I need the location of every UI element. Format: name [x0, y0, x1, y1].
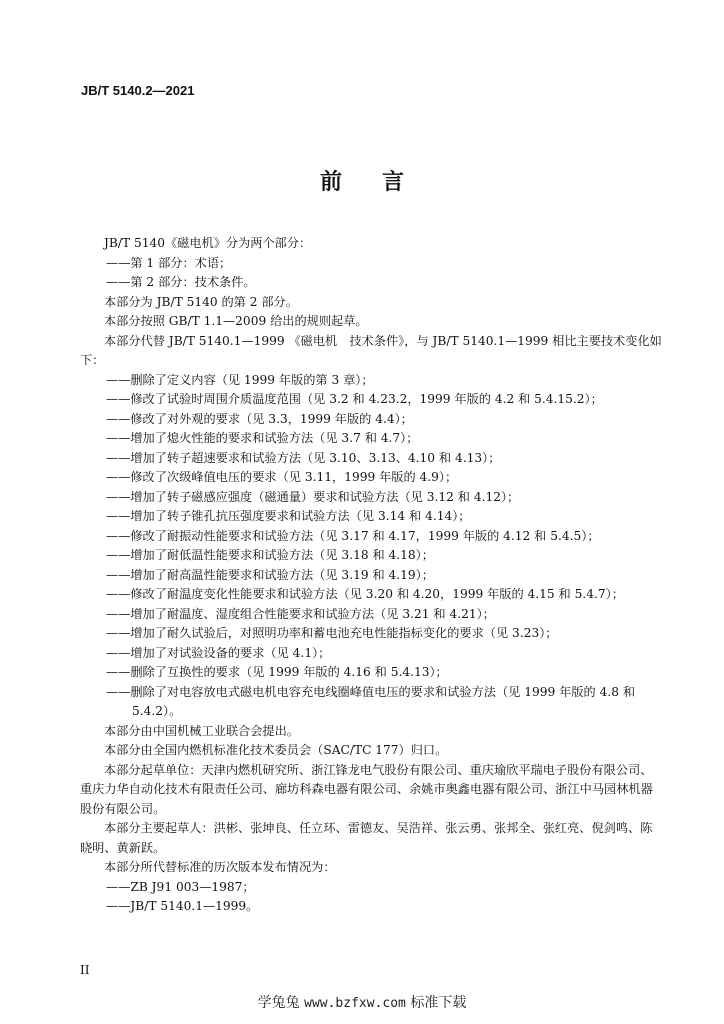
list-item: ——增加了熄火性能的要求和试验方法（见 3.7 和 4.7）；: [106, 431, 419, 445]
list-item: ——第 1 部分：术语；: [106, 255, 232, 270]
paragraph: 本部分起草单位：天津内燃机研究所、浙江锋龙电气股份有限公司、重庆瑜欣平瑞电子股份有限公司、重庆力华自动化技术有限责任公司、廊坊科森电器有限公司、余姚市奥鑫电器有限公司、浙江中马园林机器股份有限公司。: [80, 762, 653, 816]
page-title: [0, 165, 724, 196]
footer-watermark: [0, 992, 724, 1012]
page-number: II: [80, 963, 90, 977]
list-item: ——增加了耐高温性能要求和试验方法（见 3.19 和 4.19）；: [106, 567, 434, 582]
paragraph: JB/T 5140《磁电机》分为两个部分：: [104, 236, 312, 250]
footer-url[interactable]: www.bzfxw.com: [304, 996, 406, 1011]
list-item: ——增加了转子磁感应强度（磁通量）要求和试验方法（见 3.12 和 4.12）；: [106, 489, 520, 504]
list-item: ——修改了耐温度变化性能要求和试验方法（见 3.20 和 4.20，1999 年版的 4.15 和 5.4.7）；: [106, 587, 624, 601]
list-item: ——增加了转子超速要求和试验方法（见 3.10、3.13、4.10 和 4.13）；: [106, 450, 501, 465]
list-item: ——删除了互换性的要求（见 1999 年版的 4.16 和 5.4.13）；: [106, 665, 448, 679]
list-item: ——增加了耐低温性能要求和试验方法（见 3.18 和 4.18）；: [106, 548, 434, 562]
footer-site-name: 学兔兔: [257, 995, 300, 1011]
list-item: ——删除了定义内容（见 1999 年版的第 3 章）；: [106, 372, 374, 387]
paragraph: 本部分按照 GB/T 1.1—2009 给出的规则起草。: [104, 314, 368, 328]
list-item: ——JB/T 5140.1—1999。: [106, 899, 259, 913]
paragraph: 本部分由中国机械工业联合会提出。: [104, 723, 299, 738]
list-item: ——删除了对电容放电式磁电机电容充电线圈峰值电压的要求和试验方法（见 1999 年版的 4.8 和 5.4.2）。: [106, 684, 636, 718]
list-item: ——增加了对试验设备的要求（见 4.1）；: [106, 645, 331, 660]
title-char-1: 前: [319, 169, 342, 195]
list-item: ——第 2 部分：技术条件。: [106, 275, 256, 289]
paragraph: 本部分由全国内燃机标准化技术委员会（SAC/TC 177）归口。: [104, 743, 448, 757]
title-char-2: 言: [382, 169, 405, 195]
footer-label: 标准下载: [410, 995, 467, 1011]
list-item: ——增加了耐久试验后，对照明功率和蓄电池充电性能指标变化的要求（见 3.23）；: [106, 626, 558, 640]
paragraph: 本部分主要起草人：洪彬、张坤良、任立环、雷德友、吴浩祥、张云勇、张邦全、张红亮、倪剑鸣、陈晓明、黄新跃。: [80, 821, 653, 855]
preface-body: [80, 234, 664, 917]
paragraph: 本部分代替 JB/T 5140.1—1999 《磁电机 技术条件》，与 JB/T 5140.1—1999 相比主要技术变化如下：: [80, 333, 662, 367]
list-item: ——修改了次级峰值电压的要求（见 3.11，1999 年版的 4.9）；: [106, 470, 458, 484]
paragraph: 本部分为 JB/T 5140 的第 2 部分。: [104, 294, 298, 309]
paragraph: 本部分所代替标准的历次版本发布情况为：: [104, 860, 336, 874]
list-item: ——ZB J91 003—1987；: [106, 879, 255, 894]
list-item: ——增加了转子锥孔抗压强度要求和试验方法（见 3.14 和 4.14）；: [106, 509, 471, 523]
list-item: ——修改了试验时周围介质温度范围（见 3.2 和 4.23.2，1999 年版的 4.2 和 5.4.15.2）；: [106, 392, 603, 406]
list-item: ——修改了耐振动性能要求和试验方法（见 3.17 和 4.17，1999 年版的 4.12 和 5.4.5）；: [106, 528, 600, 543]
document-code: JB/T 5140.2—2021: [81, 83, 195, 98]
list-item: ——增加了耐温度、湿度组合性能要求和试验方法（见 3.21 和 4.21）；: [106, 606, 495, 621]
list-item: ——修改了对外观的要求（见 3.3，1999 年版的 4.4）；: [106, 411, 413, 426]
